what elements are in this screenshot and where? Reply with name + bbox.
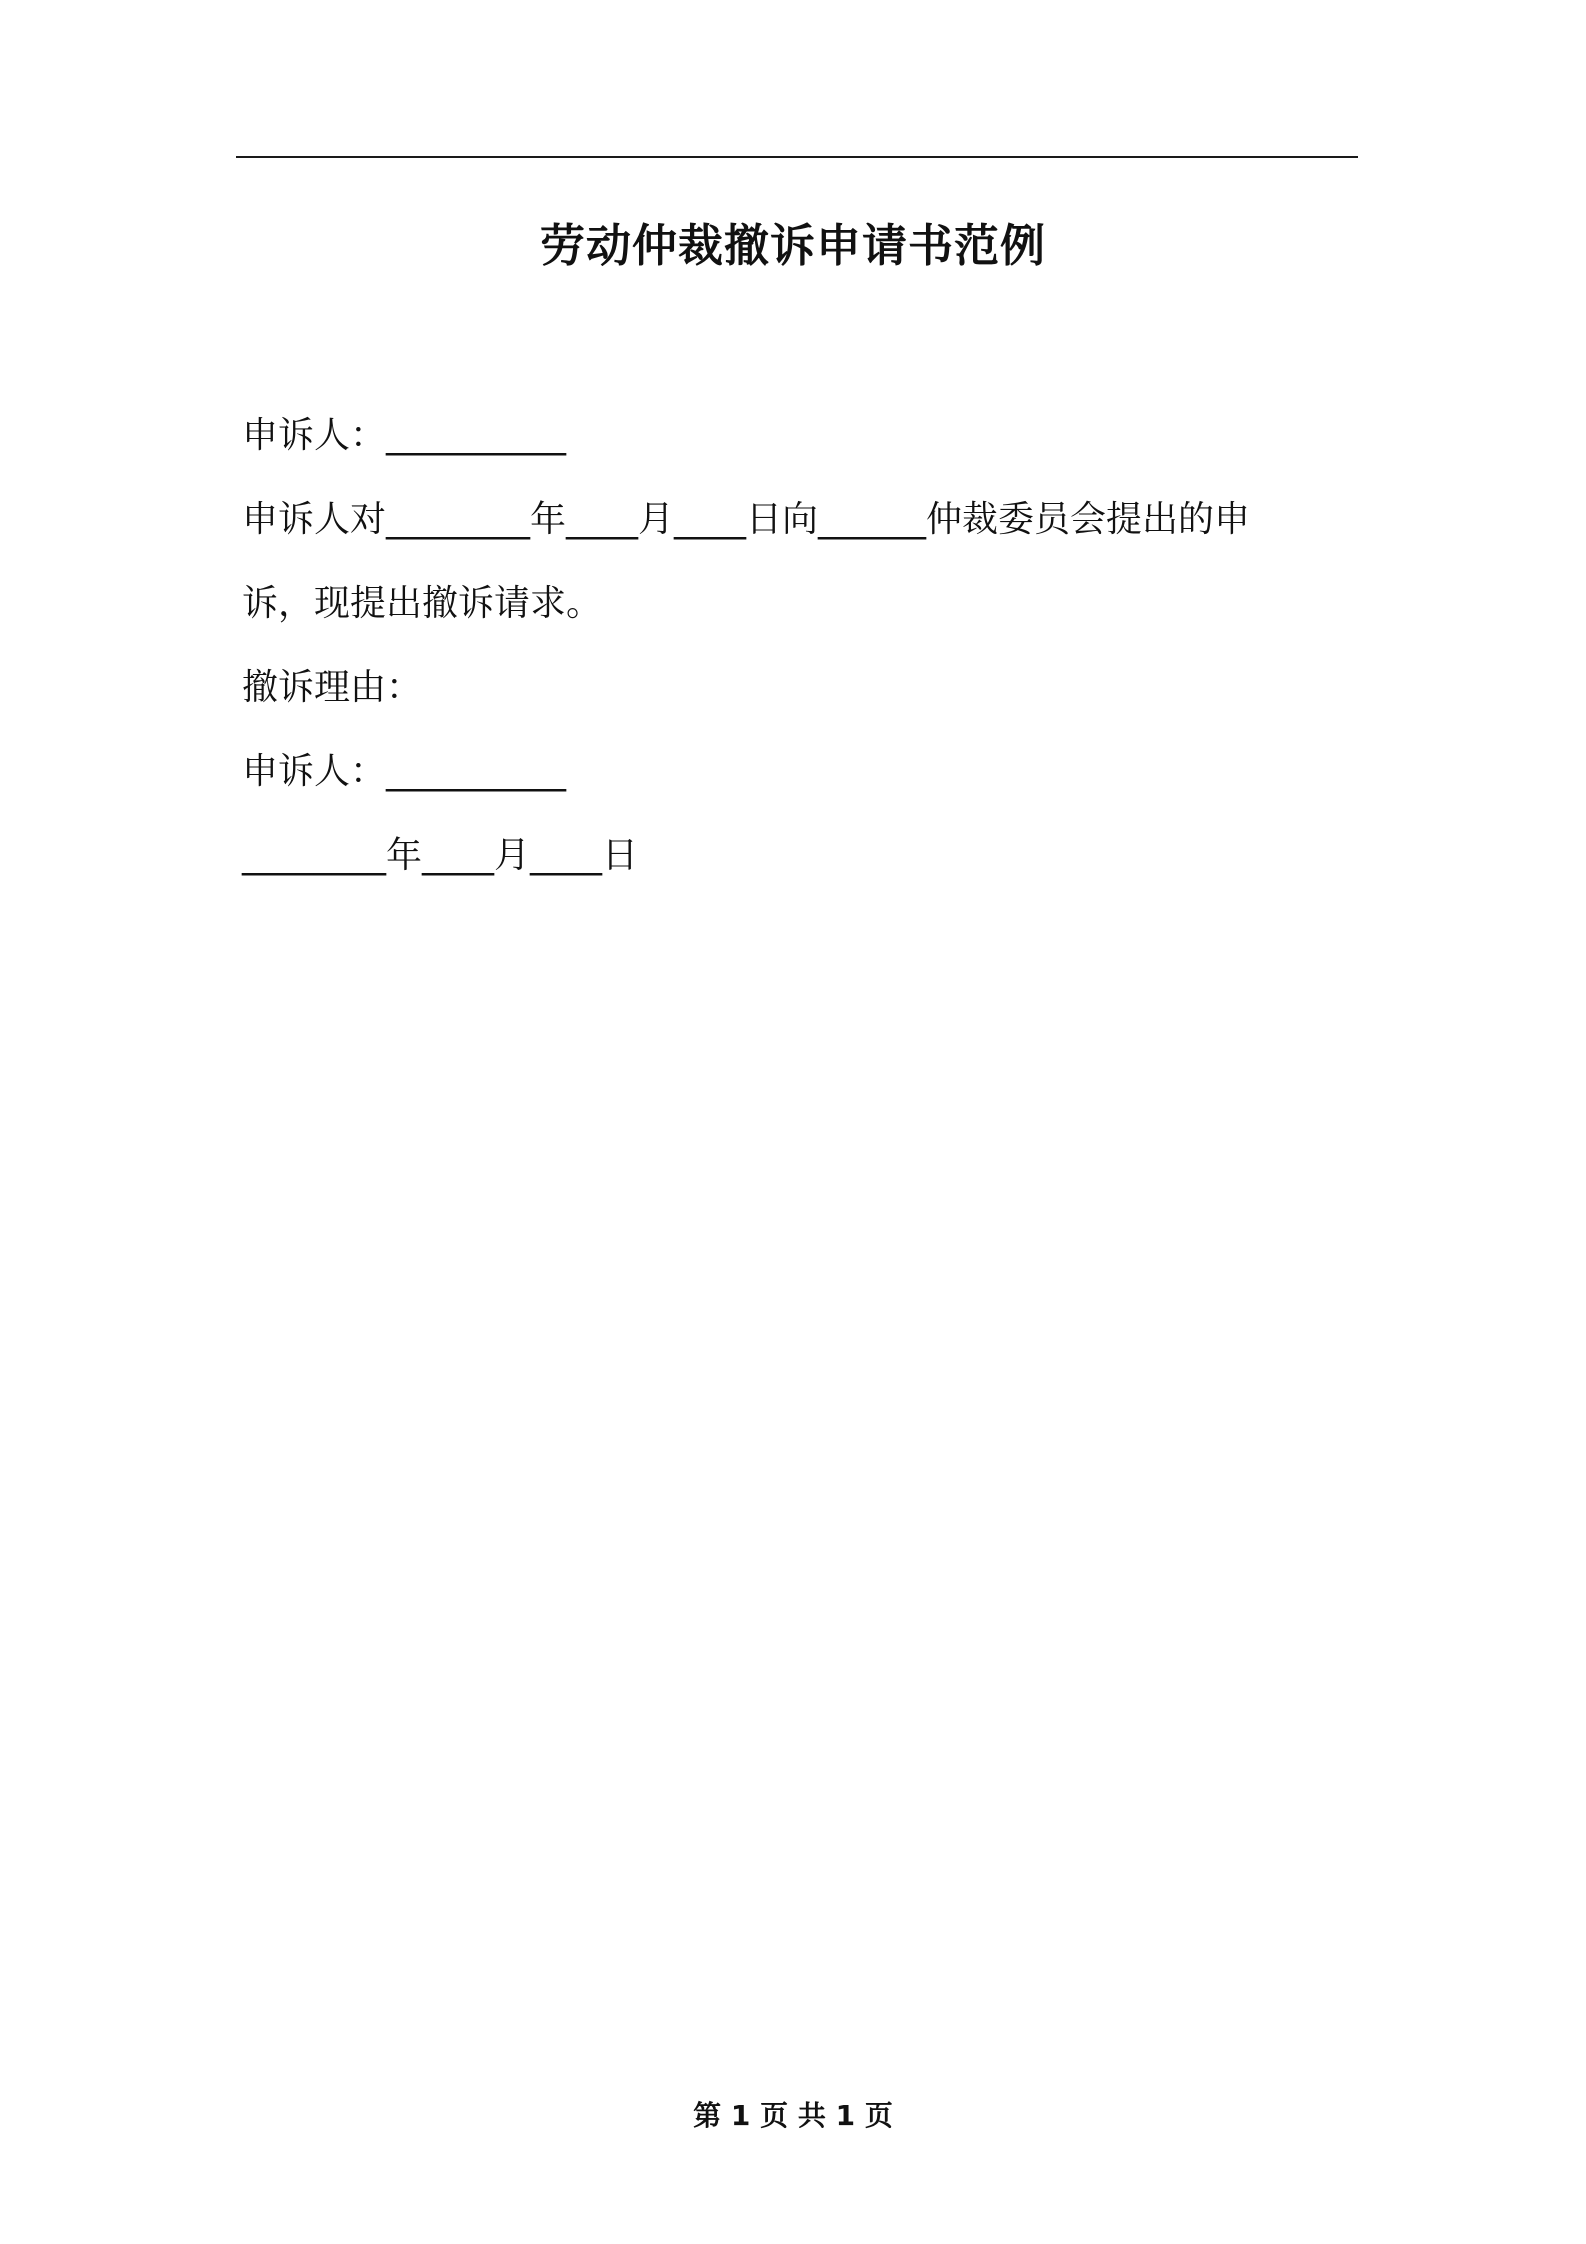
withdrawal-reason-label: 撤诉理由： (242, 667, 423, 708)
date-field: ________年____月____日 (242, 835, 638, 876)
document-title: 劳动仲裁撤诉申请书范例 (539, 219, 1046, 272)
signature-complainant-field: 申诉人：__________ (242, 751, 567, 792)
statement-line-2: 诉，现提出撤诉请求。 (242, 583, 603, 624)
statement-line-1: 申诉人对________年____月____日向______仲裁委员会提出的申 (242, 499, 1251, 540)
complainant-field: 申诉人：__________ (242, 415, 567, 456)
page-number: 第 1 页 共 1 页 (693, 2099, 893, 2132)
header-rule (236, 156, 1358, 158)
